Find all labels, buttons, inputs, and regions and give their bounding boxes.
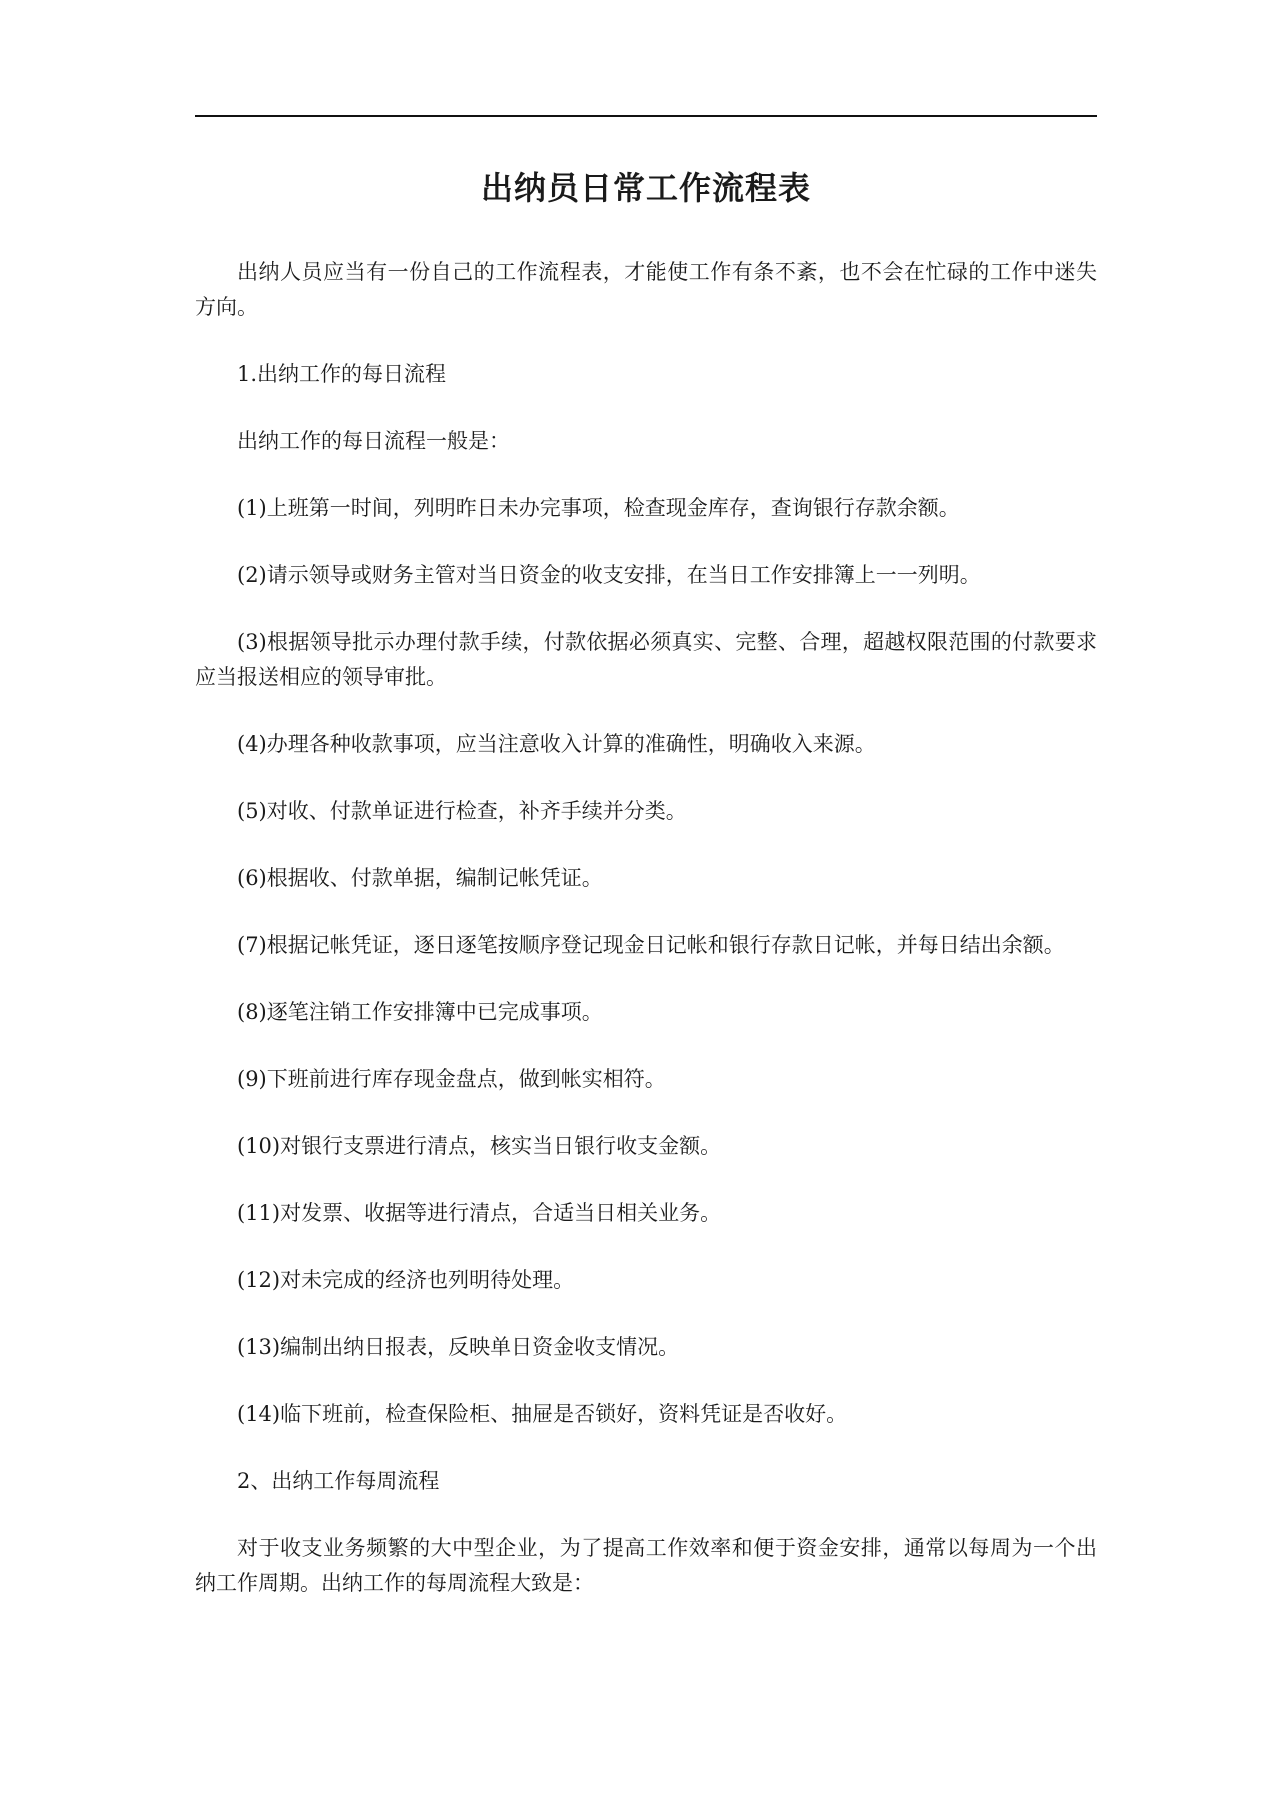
daily-step: (10)对银行支票进行清点，核实当日银行收支金额。 [237,1134,722,1158]
document-body [195,255,1097,1633]
section-heading-weekly: 2、出纳工作每周流程 [237,1469,440,1493]
daily-step: (3)根据领导批示办理付款手续，付款依据必须真实、完整、合理，超越权限范围的付款要求应当报送相应的领导审批。 [195,630,1097,689]
daily-step: (2)请示领导或财务主管对当日资金的收支安排，在当日工作安排簿上一一列明。 [237,563,981,587]
daily-step: (4)办理各种收款事项，应当注意收入计算的准确性，明确收入来源。 [237,732,876,756]
daily-step: (5)对收、付款单证进行检查，补齐手续并分类。 [237,799,687,823]
daily-step: (7)根据记帐凭证，逐日逐笔按顺序登记现金日记帐和银行存款日记帐，并每日结出余额。 [237,933,1065,957]
intro-paragraph: 出纳人员应当有一份自己的工作流程表，才能使工作有条不紊，也不会在忙碌的工作中迷失方向。 [195,260,1097,319]
weekly-lead-paragraph: 对于收支业务频繁的大中型企业，为了提高工作效率和便于资金安排，通常以每周为一个出纳工作周期。出纳工作的每周流程大致是： [195,1536,1097,1595]
daily-step: (8)逐笔注销工作安排簿中已完成事项。 [237,1000,603,1024]
section-heading-daily: 1.出纳工作的每日流程 [237,362,447,386]
header-rule [195,115,1097,117]
daily-step: (11)对发票、收据等进行清点，合适当日相关业务。 [237,1201,722,1225]
document-title: 出纳员日常工作流程表 [480,169,811,207]
daily-step: (1)上班第一时间，列明昨日未办完事项，检查现金库存，查询银行存款余额。 [237,496,960,520]
daily-lead-paragraph: 出纳工作的每日流程一般是： [237,429,510,453]
daily-step: (13)编制出纳日报表，反映单日资金收支情况。 [237,1335,680,1359]
daily-step: (14)临下班前，检查保险柜、抽屉是否锁好，资料凭证是否收好。 [237,1402,848,1426]
daily-step: (9)下班前进行库存现金盘点，做到帐实相符。 [237,1067,666,1091]
daily-step: (12)对未完成的经济也列明待处理。 [237,1268,575,1292]
daily-step: (6)根据收、付款单据，编制记帐凭证。 [237,866,603,890]
